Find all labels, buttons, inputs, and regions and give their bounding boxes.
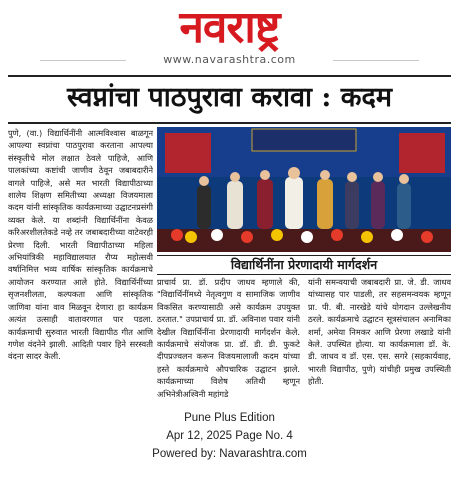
article-column-left: पुणे, (वा.) विद्यार्थिनींनी आत्मविश्वास बाळगून आपल्या स्वप्नांचा पाठपुरावा करताना आपल्या संस्कृतीचे मोल लक्षात ठेवले पाहिजे, आणि पालकांच्या कष्टांची जाणीव ठेवून जबाबदारीने वागले पाहिजे, असे मत भारती विद्यापीठाच्या शालेय शिक्षण समितीच्या अध्यक्षा विजयमाला कदम यांनी सांस्कृतिक कार्यक्रमाच्या उद्घाटनप्रसंगी व्यक्त केले. या शब्दांनी विद्यार्थिनींना केवळ करिअरशीलतेकडे नव्हे तर जबाबदारीच्या वाटेवरही प्रेरणा दिली. भारती विद्यापीठाच्या महिला अभियांत्रिकी महाविद्यालयात रौप्य महोत्सवी वर्षानिमित्त भव्य वार्षिक सांस्कृतिक कार्यक्रमाचे आयोजन करण्यात आले होते. विद्यार्थिनींच्या सृजनशीलता, कल्पकता आणि सांस्कृतिक जाणिवा यांना वाव मिळवून देणारा हा कार्यक्रम अत्यंत उत्साही वातावरणात पार पडला. कार्यक्रमाची सुरुवात भारती विद्यापीठ गीत आणि गणेश वंदनेने झाली. आदिती पवार हिने सरस्वती वंदना सादर केली. [8, 128, 153, 362]
powered-by-label: Powered by: Navarashtra.com [152, 448, 307, 460]
article-headline: स्वप्नांचा पाठपुरावा करावा : कदम [67, 82, 392, 113]
article-column-right: यांनी समन्वयाची जबाबदारी प्रा. जे. डी. जाधव यांच्यासह पार पाडली, तर सहसमन्वयक म्हणून प्रा. पी. बी. नारखेडे यांचे योगदान उल्लेखनीय ठरले. कार्यक्रमाचे उद्घाटन सूत्रसंचालन अनामिका शर्मा, अमेया निमकर आणि प्रेरणा लखाडे यांनी केले. उपस्थित होत्या. या कार्यक्रमाला डॉ. के. डी. जाधव व डॉ. एस. एस. सगरे (सहकार्यवाह, भारती विद्यापीठ, पुणे) यांचीही प्रमुख उपस्थिती होती. [308, 277, 451, 387]
navarashtra-logo: नवराष्ट्र [179, 2, 280, 53]
article-subheadline: विद्यार्थिनींना प्रेरणादायी मार्गदर्शन [230, 257, 378, 272]
date-page-label: Apr 12, 2025 Page No. 4 [166, 430, 293, 442]
headline-top-rule [8, 75, 451, 77]
masthead-url: www.navarashtra.com [163, 53, 296, 66]
event-photo [157, 127, 451, 252]
headline-bottom-rule [8, 122, 451, 124]
article-subheadline-box [157, 255, 451, 275]
masthead-url-row [0, 53, 459, 67]
article-column-middle: प्राचार्य प्रा. डॉ. प्रदीप जाधव म्हणाले की, "विद्यार्थिनींमध्ये नेतृत्वगुण व सामाजिक जाणीव विकसित करण्यासाठी असे कार्यक्रम उपयुक्त ठरतात." उपप्राचार्य प्रा. डॉ. अविनाश पवार यांनी देखील विद्यार्थिनींना प्रेरणादायी मार्गदर्शन केले. कार्यक्रमाचे संयोजक प्रा. डॉ. डी. डी. फुकटे दीपप्रज्वलन करून विजयमालाजी कदम यांच्या हस्ते कार्यक्रमाचे औपचारिक उद्घाटन झाले. कार्यक्रमाच्या विशेष अतिथी म्हणून अभिनेत्रीअश्विनी महांगडे [157, 277, 300, 399]
page-footer [0, 409, 459, 463]
edition-label: Pune Plus Edition [184, 412, 275, 424]
event-photo-illustration [157, 127, 451, 252]
masthead [0, 0, 459, 70]
divider-right [333, 60, 419, 61]
